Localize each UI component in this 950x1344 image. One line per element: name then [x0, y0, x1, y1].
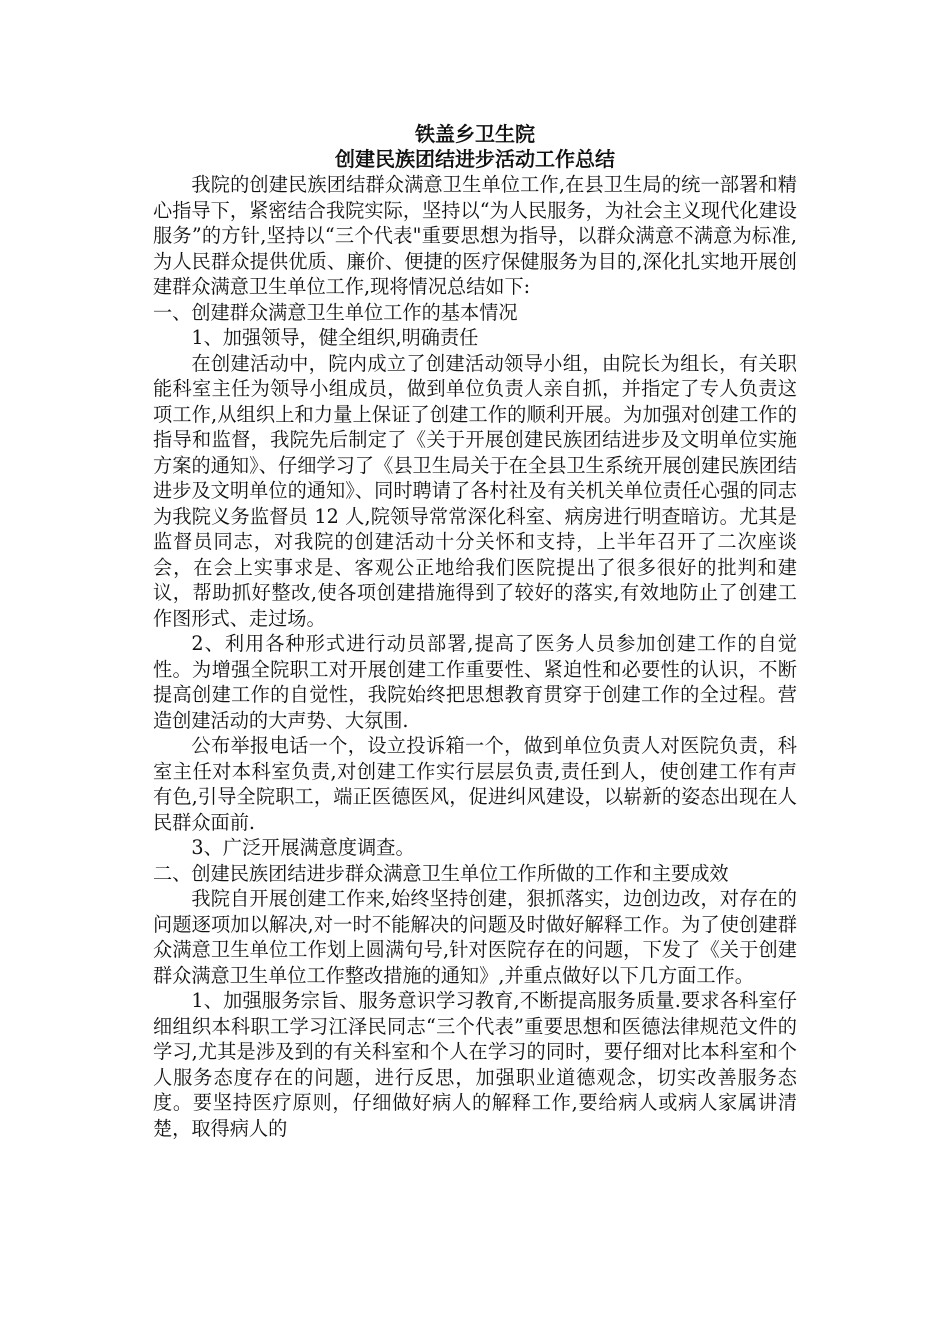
document-title-main: 创建民族团结进步活动工作总结 [335, 147, 615, 171]
paragraph-hotline: 公布举报电话一个，设立投诉箱一个，做到单位负责人对医院负责，科室主任对本科室负责,对创建工作实行层层负责,责任到人，使创建工作有声有色,引导全院职工，端正医德医风，促进纠风建设，以崭新的姿态出现在人民群众面前. [153, 734, 797, 834]
paragraph-service-quality: 1、加强服务宗旨、服务意识学习教育,不断提高服务质量.要求各科室仔细组织本科职工学习江泽民同志“三个代表”重要思想和医德法律规范文件的学习,尤其是涉及到的有关科室和个人在学习的同时，要仔细对比本科室和个人服务态度存在的问题，进行反思，加强职业道德观念，切实改善服务态度。要坚持医疗原则，仔细做好病人的解释工作,要给病人或病人家属讲清楚，取得病人的 [153, 989, 797, 1140]
section-heading-1: 一、创建群众满意卫生单位工作的基本情况 [153, 300, 518, 324]
paragraph-leadership: 在创建活动中，院内成立了创建活动领导小组，由院长为组长，有关职能科室主任为领导小组成员，做到单位负责人亲自抓，并指定了专人负责这项工作,从组织上和力量上保证了创建工作的顺利开展。为加强对创建工作的指导和监督，我院先后制定了《关于开展创建民族团结进步及文明单位实施方案的通知》、仔细学习了《县卫生局关于在全县卫生系统开展创建民族团结进步及文明单位的通知》、同时聘请了各村社及有关机关单位责任心强的同志为我院义务监督员 12 人,院领导常常深化科室、病房进行明查暗访。尤其是监督员同志，对我院的创建活动十分关怀和支持，上半年召开了二次座谈会，在会上实事求是、客观公正地给我们医院提出了很多很好的批判和建议，帮助抓好整改,使各项创建措施得到了较好的落实,有效地防止了创建工作图形式、走过场。 [153, 351, 797, 630]
section-heading-2: 二、创建民族团结进步群众满意卫生单位工作所做的工作和主要成效 [153, 861, 729, 885]
subheading-1-3: 3、广泛开展满意度调查。 [191, 836, 415, 859]
paragraph-rectification: 我院自开展创建工作来,始终坚持创建，狠抓落实，边创边改，对存在的问题逐项加以解决,对一时不能解决的问题及时做好解释工作。为了使创建群众满意卫生单位工作划上圆满句号,针对医院存在的问题，下发了《关于创建群众满意卫生单位工作整改措施的通知》,并重点做好以下几方面工作。 [153, 887, 797, 987]
document-title-org: 铁盖乡卫生院 [415, 122, 535, 146]
paragraph-mobilization: 2、利用各种形式进行动员部署,提高了医务人员参加创建工作的自觉性。为增强全院职工对开展创建工作重要性、紧迫性和必要性的认识，不断提高创建工作的自觉性，我院始终把思想教育贯穿于创建工作的全过程。营造创建活动的大声势、大氛围. [153, 632, 797, 732]
paragraph-intro: 我院的创建民族团结群众满意卫生单位工作,在县卫生局的统一部署和精心指导下，紧密结合我院实际，坚持以“为人民服务，为社会主义现代化建设服务”的方针,坚持以“三个代表"重要思想为指导，以群众满意不满意为标准,为人民群众提供优质、廉价、便捷的医疗保健服务为目的,深化扎实地开展创建群众满意卫生单位工作,现将情况总结如下: [153, 173, 797, 298]
subheading-1-1: 1、加强领导，健全组织,明确责任 [191, 326, 479, 349]
document-page [153, 122, 797, 1141]
